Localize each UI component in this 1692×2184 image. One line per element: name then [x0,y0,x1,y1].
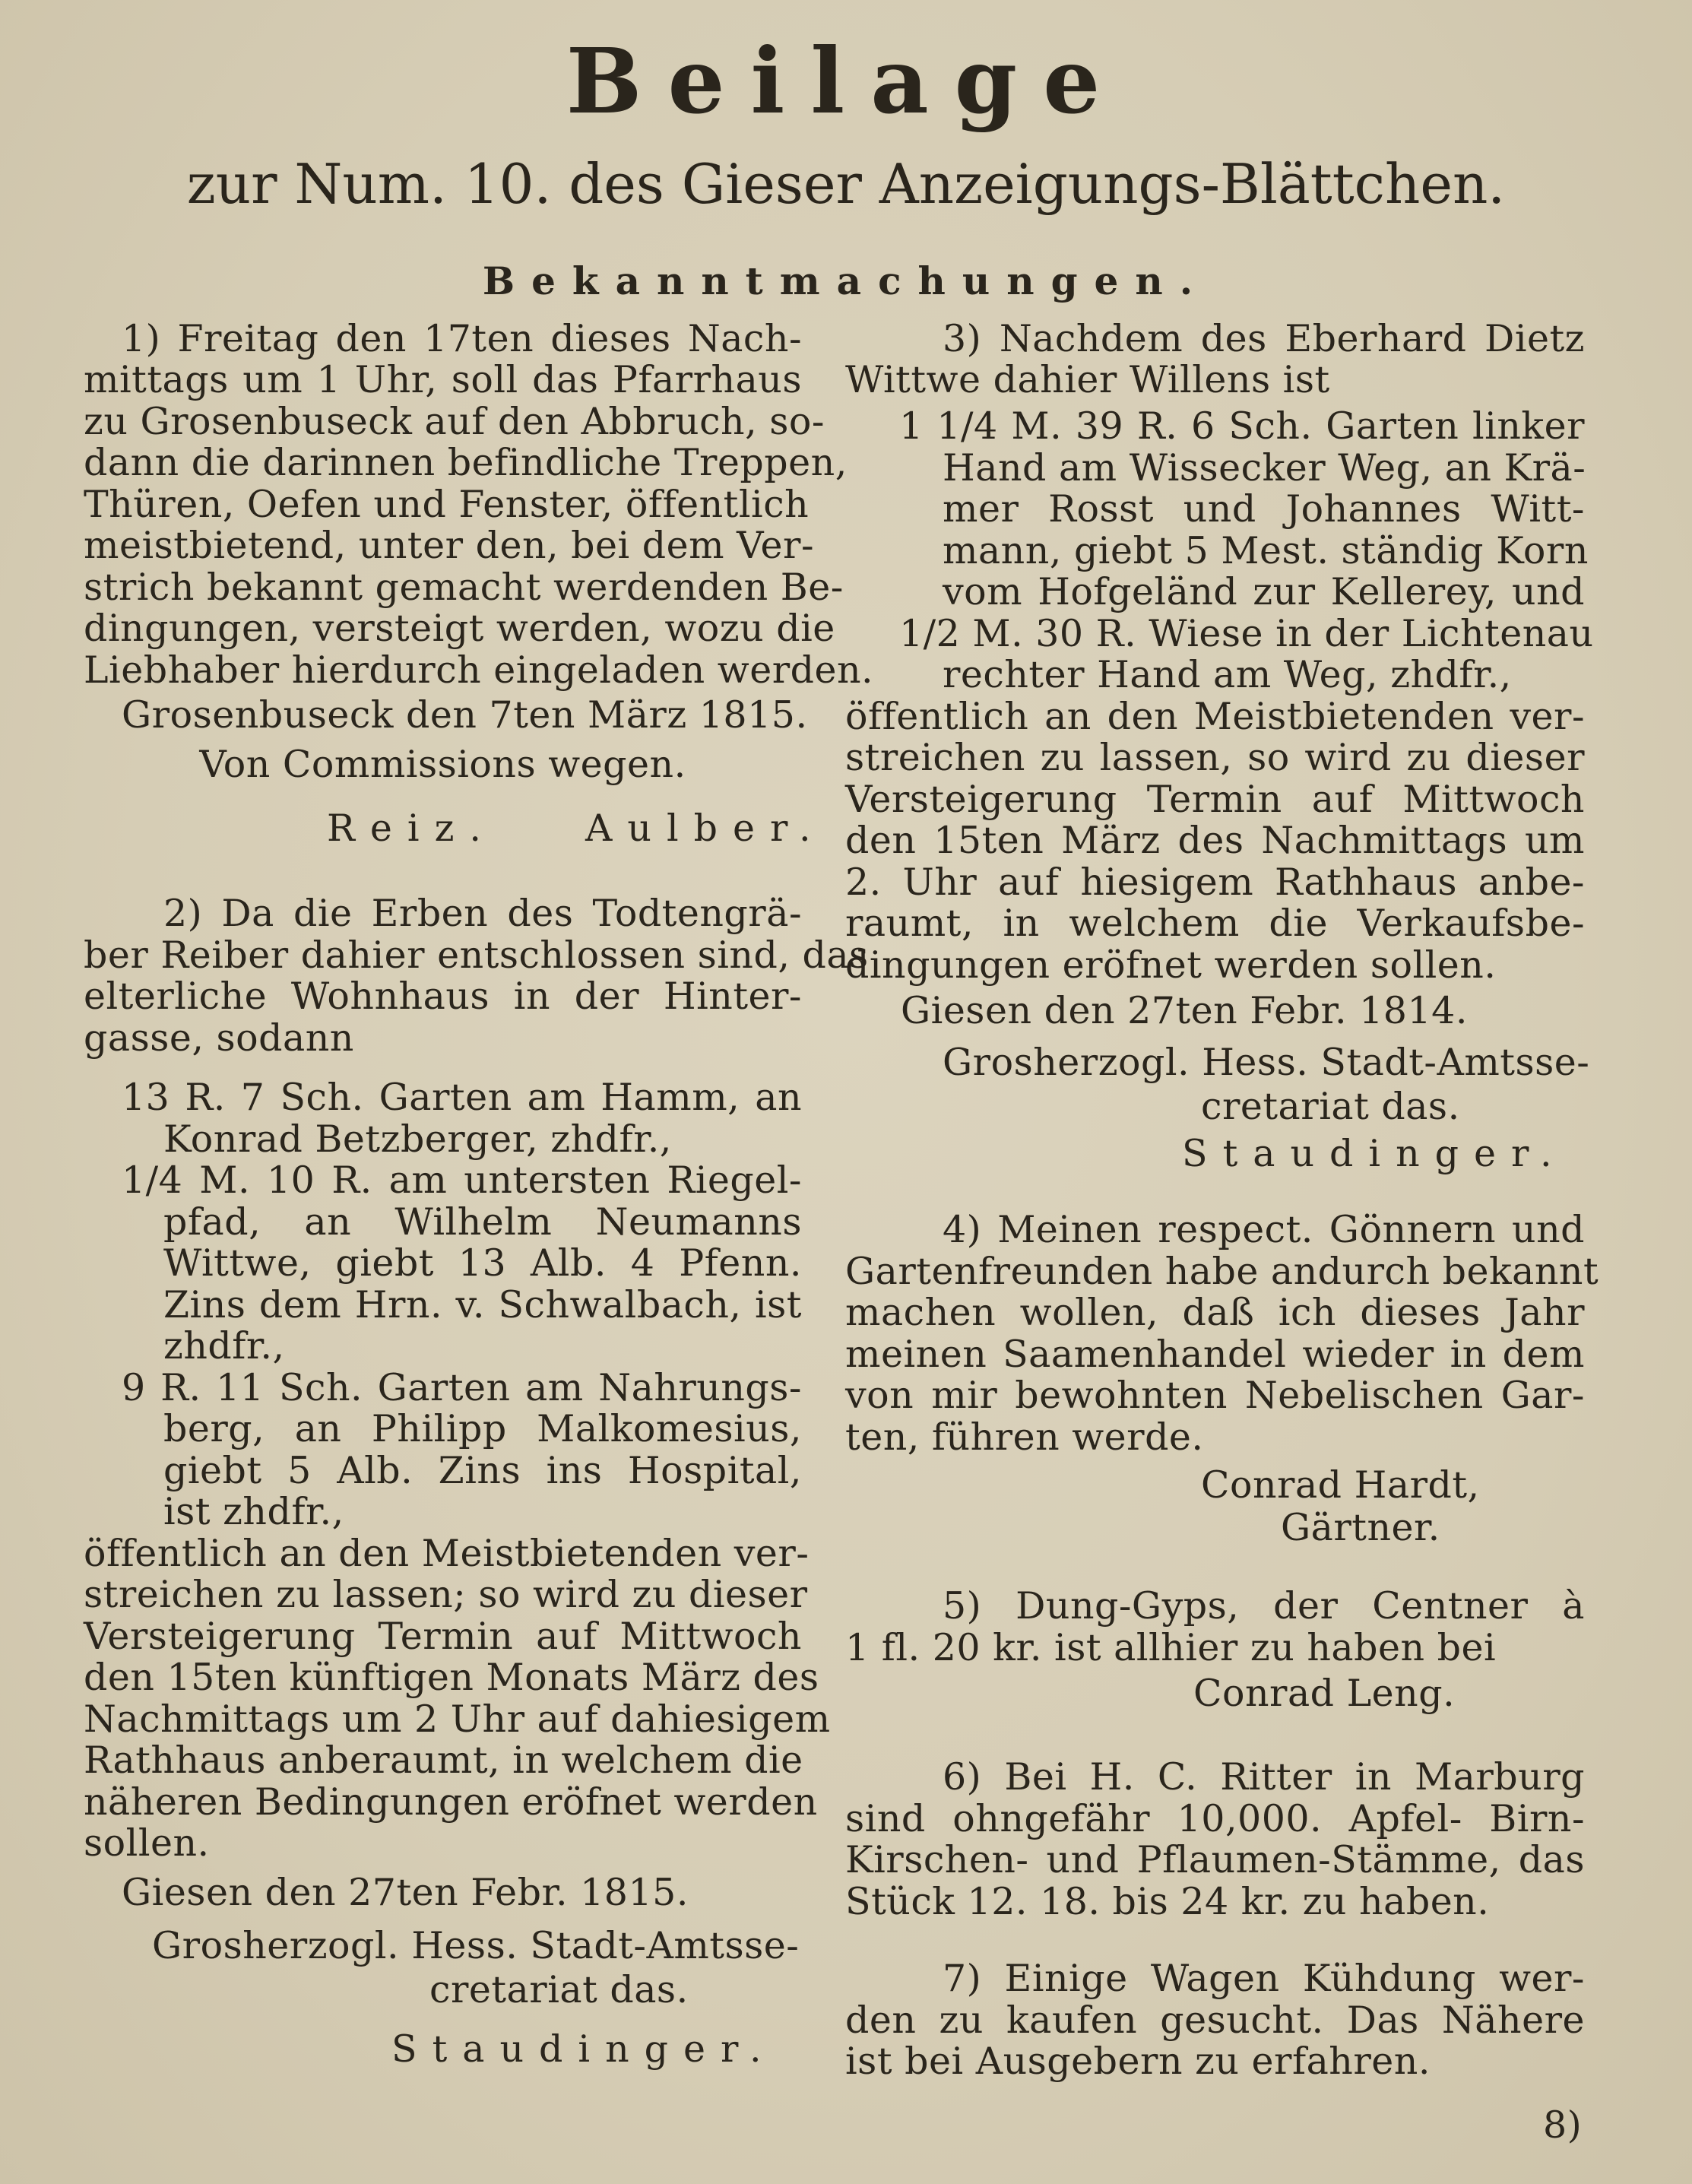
notice-line: raumt, in welchem die Verkaufsbe- [845,902,1585,945]
notice-line: den 15ten künftigen Monats März des [84,1656,819,1699]
list-item: giebt 5 Alb. Zins ins Hospital, [163,1449,802,1492]
page-title: Beilage [566,28,1126,134]
notice-line: ist bei Ausgebern zu erfahren. [845,2040,1431,2083]
notice-line: Liebhaber hierdurch eingeladen werden. [84,648,874,692]
section-heading: Bekanntmachungen. [482,258,1210,303]
signer: Conrad Leng. [1193,1672,1456,1715]
notice-line: näheren Bedingungen eröfnet werden [84,1780,818,1824]
signer: Aulber. [585,807,826,850]
list-item: zhdfr., [163,1324,285,1368]
notice-line: ten, führen werde. [845,1415,1204,1459]
notice-line: 3) Nachdem des Eberhard Dietz [943,317,1585,360]
notice-line: dann die darinnen befindliche Treppen, [84,441,848,484]
office-line: Grosherzogl. Hess. Stadt-Amtsse- [152,1924,800,1967]
office-line: cretariat das. [1201,1085,1460,1128]
notice-line: 5) Dung-Gyps, der Centner à [943,1584,1585,1628]
notice-line: ber Reiber dahier entschlossen sind, das [84,934,869,977]
signer: Conrad Hardt, [1201,1463,1480,1507]
notice-line: mittags um 1 Uhr, soll das Pfarrhaus [84,358,802,401]
list-item: rechter Hand am Weg, zhdfr., [943,653,1512,696]
list-item: Konrad Betzberger, zhdfr., [163,1117,672,1161]
notice-line: 6) Bei H. C. Ritter in Marburg [943,1755,1585,1799]
authority: Von Commissions wegen. [199,743,686,786]
place-date: Giesen den 27ten Febr. 1814. [901,989,1468,1032]
notice-line: dingungen eröfnet werden sollen. [845,943,1497,987]
notice-line: Versteigerung Termin auf Mittwoch [84,1615,802,1658]
list-item: 1/2 M. 30 R. Wiese in der Lichtenau [899,612,1594,655]
notice-line: Wittwe dahier Willens ist [845,358,1330,401]
list-item: 1/4 M. 10 R. am untersten Riegel- [122,1159,802,1202]
notice-line: gasse, sodann [84,1016,354,1060]
notice-line: elterliche Wohnhaus in der Hinter- [84,975,802,1018]
signer: Staudinger. [1182,1132,1567,1175]
notice-line: 7) Einige Wagen Kühdung wer- [943,1957,1585,2000]
signer: Staudinger. [391,2027,777,2071]
notice-line: Nachmittags um 2 Uhr auf dahiesigem [84,1697,831,1741]
notice-line: streichen zu lassen; so wird zu dieser [84,1573,808,1616]
notice-line: 1 fl. 20 kr. ist allhier zu haben bei [845,1626,1497,1669]
notice-line: streichen zu lassen, so wird zu dieser [845,736,1585,779]
list-item: 1 1/4 M. 39 R. 6 Sch. Garten linker [899,404,1585,448]
list-item: Wittwe, giebt 13 Alb. 4 Pfenn. [163,1241,802,1285]
office-line: Grosherzogl. Hess. Stadt-Amtsse- [943,1041,1590,1084]
list-item: 13 R. 7 Sch. Garten am Hamm, an [122,1076,802,1119]
notice-line: Kirschen- und Pflaumen-Stämme, das [845,1838,1585,1881]
notice-line: dingungen, versteigt werden, wozu die [84,607,835,650]
notice-line: Rathhaus anberaumt, in welchem die [84,1739,803,1782]
notice-line: strich bekannt gemacht werdenden Be- [84,566,844,609]
notice-line: den 15ten März des Nachmittags um [845,819,1585,862]
notice-line: 2. Uhr auf hiesigem Rathhaus anbe- [845,861,1585,904]
list-item: Hand am Wissecker Weg, an Krä- [943,446,1586,490]
place-date: Grosenbuseck den 7ten März 1815. [122,693,808,737]
notice-line: den zu kaufen gesucht. Das Nähere [845,1999,1585,2042]
place-date: Giesen den 27ten Febr. 1815. [122,1871,689,1914]
catchword: 8) [1543,2103,1583,2147]
list-item: mann, giebt 5 Mest. ständig Korn [943,529,1589,572]
notice-line: 2) Da die Erben des Todtengrä- [163,892,802,935]
list-item: pfad, an Wilhelm Neumanns [163,1200,802,1244]
notice-line: machen wollen, daß ich dieses Jahr [845,1291,1585,1334]
notice-line: Gartenfreunden habe andurch bekannt [845,1250,1599,1293]
page-subtitle: zur Num. 10. des Gieser Anzeigungs-Blättchen. [186,152,1506,216]
notice-line: 4) Meinen respect. Gönnern und [943,1208,1585,1251]
notice-line: zu Grosenbuseck auf den Abbruch, so- [84,400,825,443]
list-item: Zins dem Hrn. v. Schwalbach, ist [163,1283,802,1327]
notice-line: öffentlich an den Meistbietenden ver- [84,1532,810,1575]
notice-line: meinen Saamenhandel wieder in dem [845,1333,1585,1376]
office-line: cretariat das. [429,1968,689,2011]
list-item: mer Rosst und Johannes Witt- [943,487,1585,531]
list-item: ist zhdfr., [163,1490,344,1533]
signer: Reiz. [327,807,496,850]
notice-line: Thüren, Oefen und Fenster, öffentlich [84,483,810,526]
notice-line: sind ohngefähr 10,000. Apfel- Birn- [845,1797,1585,1840]
notice-line: Versteigerung Termin auf Mittwoch [845,778,1585,821]
list-item: vom Hofgeländ zur Kellerey, und [943,570,1585,613]
notice-line: 1) Freitag den 17ten dieses Nach- [122,317,802,360]
notice-line: öffentlich an den Meistbietenden ver- [845,695,1585,738]
notice-line: von mir bewohnten Nebelischen Gar- [845,1374,1585,1417]
notice-line: meistbietend, unter den, bei dem Ver- [84,524,815,567]
notice-line: Stück 12. 18. bis 24 kr. zu haben. [845,1880,1490,1923]
list-item: berg, an Philipp Malkomesius, [163,1407,802,1450]
notice-line: sollen. [84,1821,210,1865]
list-item: 9 R. 11 Sch. Garten am Nahrungs- [122,1366,802,1409]
signer-title: Gärtner. [1281,1506,1440,1549]
